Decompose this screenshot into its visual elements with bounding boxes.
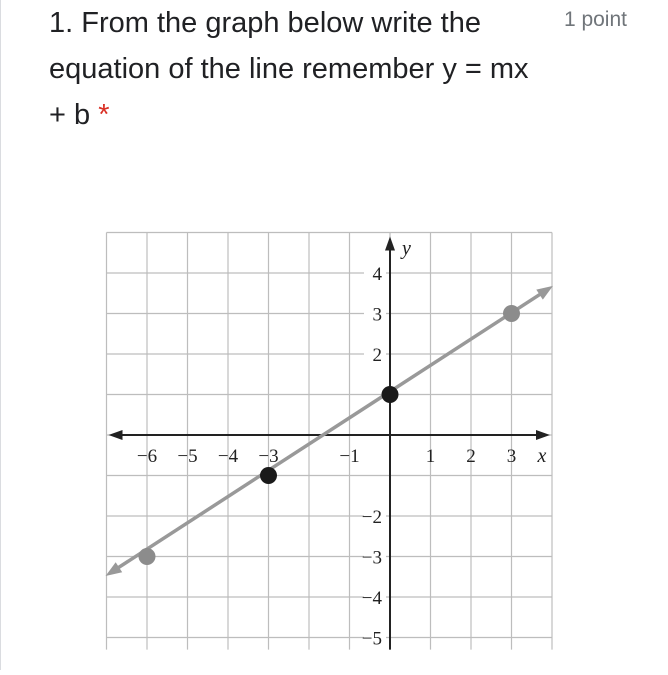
y-tick-label: 4: [372, 264, 382, 285]
question-title: [49, 0, 539, 138]
points-label: 1 point: [563, 8, 627, 31]
x-tick-label: −5: [177, 446, 198, 467]
x-axis-arrow-left: [109, 430, 123, 440]
question-header: [49, 0, 649, 138]
x-tick-label: 3: [506, 446, 517, 467]
line-arrow-up-right: [536, 286, 553, 300]
y-tick-label: −5: [361, 628, 382, 650]
required-asterisk: *: [98, 99, 110, 131]
x-tick-label: −4: [217, 446, 239, 467]
x-tick-label: −3: [258, 446, 279, 467]
data-point: [260, 467, 277, 484]
y-tick-label: −2: [361, 507, 382, 528]
y-tick-label: −3: [361, 547, 382, 569]
question-text: 1. From the graph below write the equation of the line remember y = mx + b: [49, 7, 529, 131]
x-tick-label: 2: [466, 446, 476, 467]
data-point: [139, 548, 156, 565]
x-tick-label: −6: [136, 446, 158, 467]
data-point: [382, 386, 399, 403]
y-axis-label: y: [402, 237, 411, 260]
x-axis-arrow-right: [536, 430, 550, 440]
y-tick-label: 3: [372, 304, 382, 326]
x-axis-label: x: [537, 445, 547, 467]
line-arrow-down-left: [106, 562, 123, 576]
x-tick-label: −1: [339, 446, 360, 467]
y-tick-label: −4: [361, 588, 382, 609]
x-tick-label: 1: [425, 446, 436, 467]
coordinate-graph: [101, 228, 561, 670]
data-point: [503, 305, 520, 322]
graph-image: [101, 228, 561, 675]
y-tick-label: 2: [372, 345, 382, 366]
data-line: [111, 289, 548, 573]
y-axis-arrow-up: [385, 237, 395, 251]
